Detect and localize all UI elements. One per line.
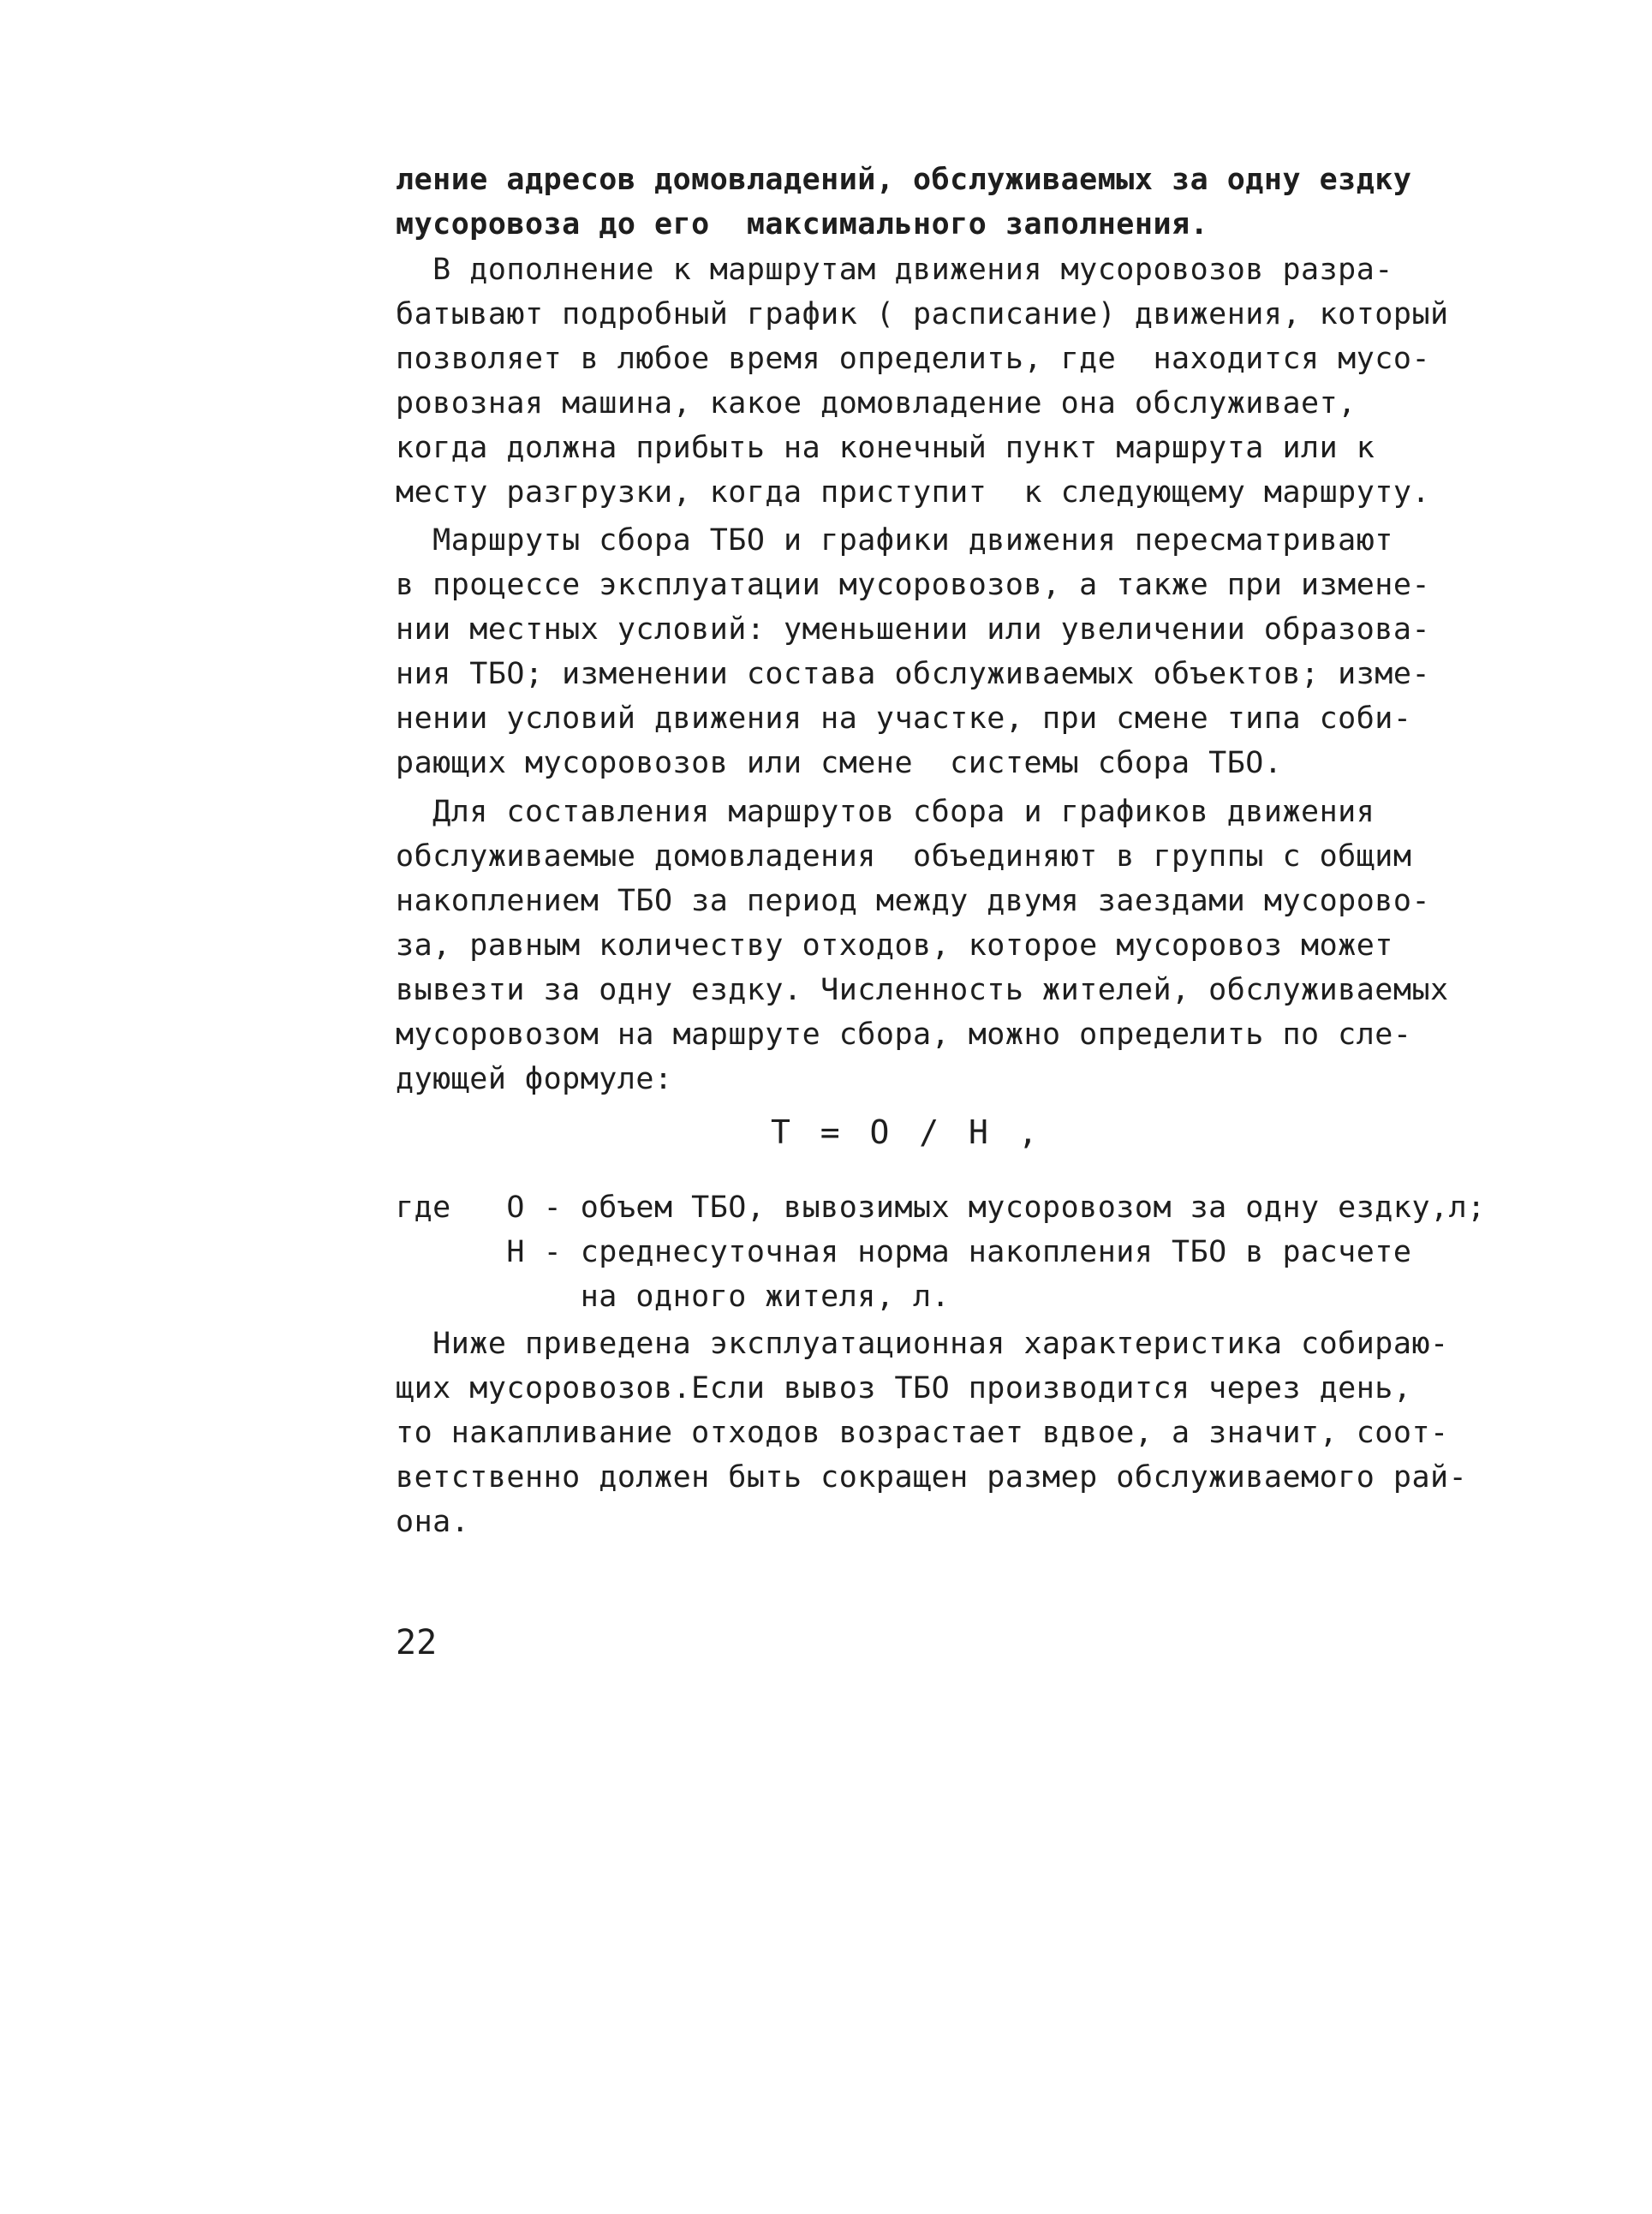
paragraph4-line-2: щих мусоровозов.Если вывоз ТБО производится через день, — [396, 1371, 1412, 1405]
definition-line-1: где О - объем ТБО, вывозимых мусоровозом за одну ездку,л; — [396, 1191, 1486, 1225]
paragraph3-line-7: дующей формуле: — [396, 1062, 673, 1096]
definition-line-3: на одного жителя, л. — [396, 1280, 951, 1314]
paragraph1-line-4: ровозная машина, какое домовладение она обслуживает, — [396, 386, 1357, 421]
intro-line-2: мусоровоза до его максимального заполнения. — [396, 207, 1209, 242]
paragraph2-line-4: ния ТБО; изменении состава обслуживаемых объектов; изме- — [396, 657, 1431, 691]
paragraph4-line-1: Ниже приведена эксплуатационная характеристика собираю- — [396, 1327, 1449, 1361]
paragraph3-line-6: мусоровозом на маршруте сбора, можно определить по сле- — [396, 1017, 1412, 1052]
paragraph3-line-4: за, равным количеству отходов, которое мусоровоз может — [396, 928, 1393, 963]
paragraph1-line-6: месту разгрузки, когда приступит к следующему маршруту. — [396, 475, 1431, 510]
paragraph4-line-4: ветственно должен быть сокращен размер обслуживаемого рай- — [396, 1460, 1468, 1495]
paragraph1-line-1: В дополнение к маршрутам движения мусоровозов разра- — [396, 253, 1393, 287]
paragraph2-line-6: рающих мусоровозов или смене системы сбора ТБО. — [396, 746, 1283, 780]
paragraph3-line-3: накоплением ТБО за период между двумя заездами мусорово- — [396, 884, 1431, 918]
paragraph3-line-5: вывезти за одну ездку. Численность жителей, обслуживаемых — [396, 973, 1449, 1007]
paragraph2-line-2: в процессе эксплуатации мусоровозов, а также при измене- — [396, 568, 1431, 602]
paragraph1-line-3: позволяет в любое время определить, где находится мусо- — [396, 342, 1431, 376]
paragraph3-line-2: обслуживаемые домовладения объединяют в группы с общим — [396, 839, 1412, 874]
paragraph4-line-5: она. — [396, 1505, 470, 1539]
intro-line-1: ление адресов домовладений, обслуживаемых за одну ездку — [396, 163, 1412, 197]
paragraph2-line-5: нении условий движения на участке, при смене типа соби- — [396, 701, 1412, 736]
paragraph2-line-3: нии местных условий: уменьшении или увеличении образова- — [396, 612, 1431, 647]
paragraph3-line-1: Для составления маршрутов сбора и графиков движения — [396, 795, 1375, 829]
paragraph1-line-5: когда должна прибыть на конечный пункт маршрута или к — [396, 431, 1375, 465]
paragraph2-line-1: Маршруты сбора ТБО и графики движения пересматривают — [396, 523, 1393, 558]
formula: Т = О / Н , — [771, 1113, 1043, 1151]
page-number: 22 — [396, 1623, 438, 1662]
paragraph1-line-2: батывают подробный график ( расписание) движения, который — [396, 297, 1449, 331]
definition-line-2: Н - среднесуточная норма накопления ТБО в расчете — [396, 1235, 1412, 1269]
paragraph4-line-3: то накапливание отходов возрастает вдвое, а значит, соот- — [396, 1416, 1449, 1450]
